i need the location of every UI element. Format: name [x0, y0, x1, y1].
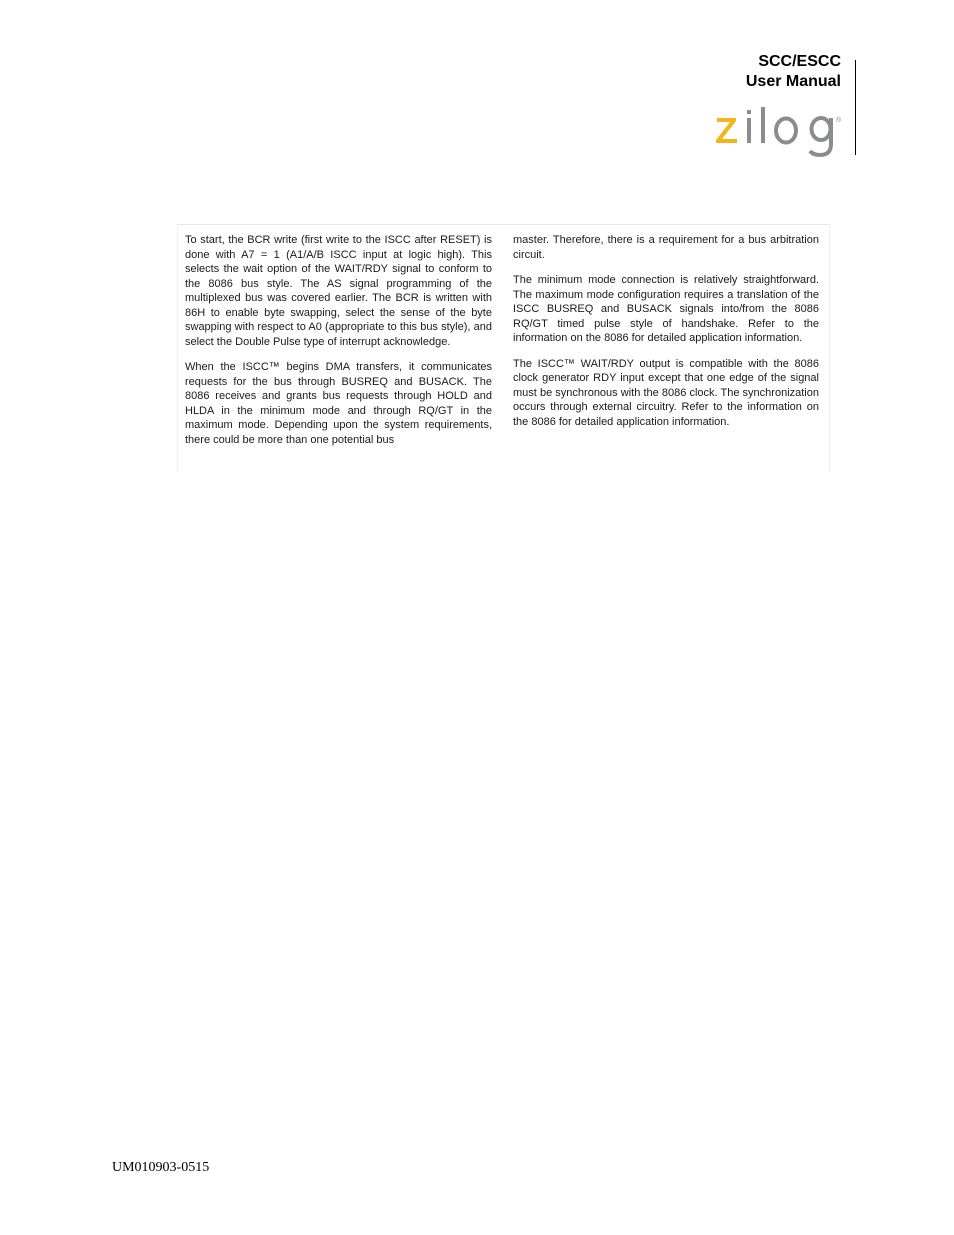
document-code: UM010903-0515 [112, 1160, 210, 1175]
logo-o-glyph [776, 119, 796, 143]
logo-registered-mark: ® [836, 117, 842, 124]
document-title-line2: User Manual [745, 73, 841, 90]
logo-z-glyph [716, 118, 737, 143]
right-paragraph-1: master. Therefore, there is a requirement for a bus arbitration circuit. [513, 234, 819, 261]
header-divider [855, 60, 856, 155]
right-text-column [513, 233, 819, 440]
zilog-logo [714, 104, 846, 158]
left-paragraph-2: When the ISCC™ begins DMA transfers, it communicates requests for the bus through BUSREQ and BUSACK. The 8086 receives and grants bus requests through HOLD and HLDA in the minimum mode and through RQ/GT in the maximum mode. Depending upon the system requirements, there could be more than one potential bus [185, 361, 492, 446]
logo-i-stem [747, 118, 751, 143]
document-title-line1: SCC/ESCC [758, 53, 841, 70]
left-text-column [185, 233, 492, 458]
scanned-text-excerpt [177, 224, 830, 472]
right-paragraph-2: The minimum mode connection is relatively straightforward. The maximum mode configuration requires a translation of the ISCC BUSREQ and BUSACK signals into/from the 8086 RQ/GT timed pulse style of handshake. Refer to the information on the 8086 for detailed application information. [513, 274, 819, 344]
document-title [746, 52, 841, 92]
right-paragraph-3: The ISCC™ WAIT/RDY output is compatible with the 8086 clock generator RDY input except that one edge of the signal must be synchronous with the 8086 clock. The synchronization occurs through external circuitry. Refer to the information on the 8086 for detailed application information. [513, 357, 819, 428]
logo-i-dot [747, 110, 751, 114]
logo-g-bowl [812, 118, 831, 140]
logo-l-stem [761, 107, 765, 143]
left-paragraph-1: To start, the BCR write (first write to the ISCC after RESET) is done with A7 = 1 (A1/A/B ISCC input at logic high). This selects the wait option of the WAIT/RDY signal to conform to the 8086 bus style. The AS signal programming of the multiplexed bus was covered earlier. The BCR is written with 86H to enable byte swapping, select the sense of the byte swapping with respect to A0 (appropriate to this bus style), and select the Double Pulse type of interrupt acknowledge. [185, 234, 492, 348]
